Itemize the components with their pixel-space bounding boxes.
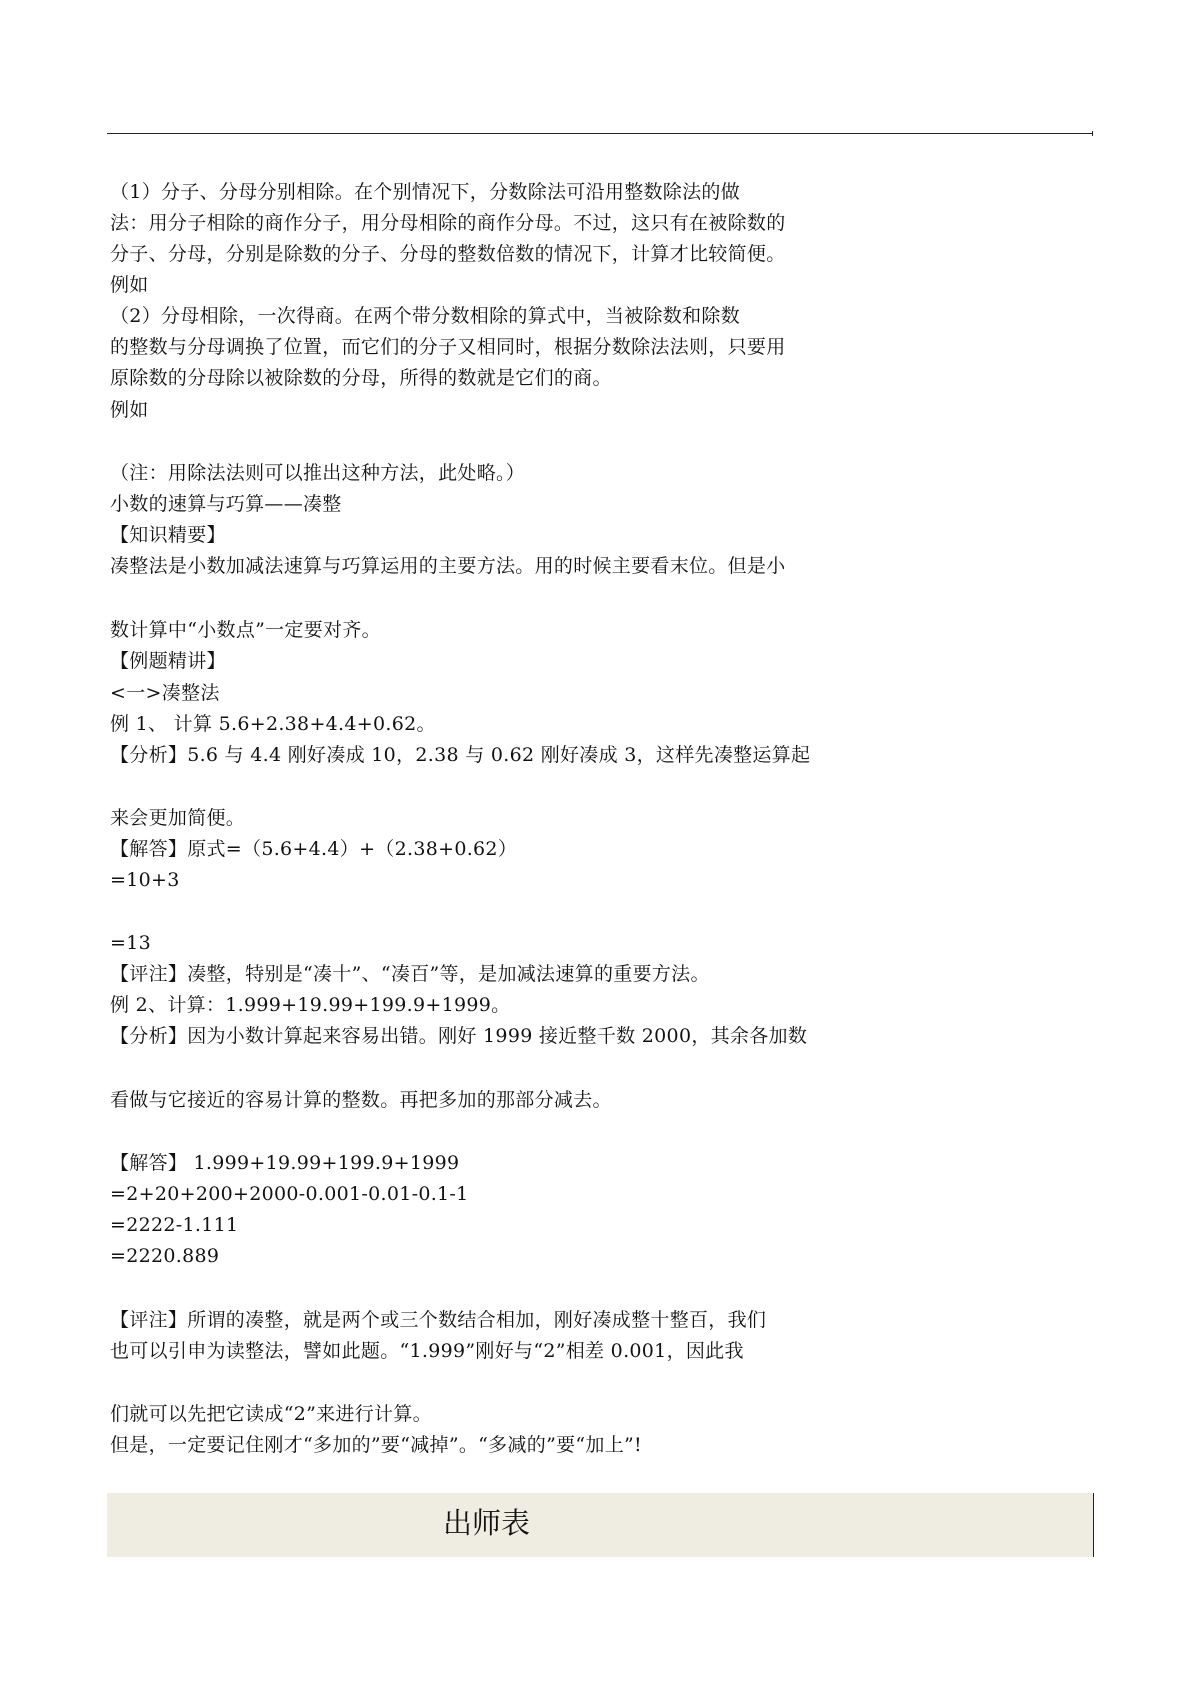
equation-line: =10+3 [110, 869, 180, 891]
footer-banner [107, 1493, 1094, 1557]
footer-banner-edge [1093, 1493, 1094, 1557]
example-line: 例 2、计算：1.999+19.99+199.9+1999。 [110, 994, 511, 1016]
example-line: 例 1、 计算 5.6+2.38+4.4+0.62。 [110, 713, 436, 735]
solution-line: 【解答】 1.999+19.99+199.9+1999 [110, 1152, 460, 1174]
header-rule [107, 133, 1092, 134]
text-line: 【分析】5.6 与 4.4 刚好凑成 10，2.38 与 0.62 刚好凑成 3，这样先凑整运算起 [110, 744, 811, 766]
subsection-heading: <一>凑整法 [110, 682, 220, 704]
text-line: 但是，一定要记住刚才“多加的”要“减掉”。“多减的”要“加上”! [110, 1434, 642, 1456]
equation-line: =2220.889 [110, 1245, 220, 1267]
text-line: 凑整法是小数加减法速算与巧算运用的主要方法。用的时候主要看末位。但是小 [110, 555, 786, 577]
text-line: 看做与它接近的容易计算的整数。再把多加的那部分减去。 [110, 1089, 612, 1111]
text-line: （2）分母相除，一次得商。在两个带分数相除的算式中，当被除数和除数 [110, 305, 740, 327]
text-line: （1）分子、分母分别相除。在个别情况下，分数除法可沿用整数除法的做 [110, 181, 740, 203]
text-line: 数计算中“小数点”一定要对齐。 [110, 619, 381, 641]
text-line: 也可以引申为读整法，譬如此题。“1.999”刚好与“2”相差 0.001，因此我 [110, 1340, 744, 1362]
text-line: 的整数与分母调换了位置，而它们的分子又相同时，根据分数除法法则，只要用 [110, 336, 786, 358]
section-heading: 小数的速算与巧算——凑整 [110, 493, 342, 515]
text-line: 分子、分母，分别是除数的分子、分母的整数倍数的情况下，计算才比较简便。 [110, 243, 786, 265]
text-line: 们就可以先把它读成“2”来进行计算。 [110, 1403, 432, 1425]
text-line: 例如 [110, 274, 149, 296]
section-label: 【知识精要】 [110, 524, 226, 546]
text-line: 原除数的分母除以被除数的分母，所得的数就是它们的商。 [110, 367, 612, 389]
text-line: 来会更加简便。 [110, 807, 246, 829]
section-label: 【例题精讲】 [110, 650, 226, 672]
text-line: 例如 [110, 399, 149, 421]
equation-line: =13 [110, 932, 151, 954]
solution-line: 【解答】原式=（5.6+4.4）+（2.38+0.62） [110, 838, 518, 860]
text-line: 【分析】因为小数计算起来容易出错。刚好 1999 接近整千数 2000，其余各加数 [110, 1025, 808, 1047]
text-line: 【评注】所谓的凑整，就是两个或三个数结合相加，刚好凑成整十整百，我们 [110, 1309, 767, 1331]
text-line: 法：用分子相除的商作分子，用分母相除的商作分母。不过，这只有在被除数的 [110, 212, 786, 234]
text-line: 【评注】凑整，特别是“凑十”、“凑百”等，是加减法速算的重要方法。 [110, 963, 710, 985]
text-line: （注：用除法法则可以推出这种方法，此处略。） [110, 462, 526, 484]
equation-line: =2+20+200+2000-0.001-0.01-0.1-1 [110, 1183, 469, 1205]
equation-line: =2222-1.111 [110, 1214, 239, 1236]
footer-title: 出师表 [443, 1506, 531, 1540]
header-rule-end-mark [1092, 131, 1093, 136]
